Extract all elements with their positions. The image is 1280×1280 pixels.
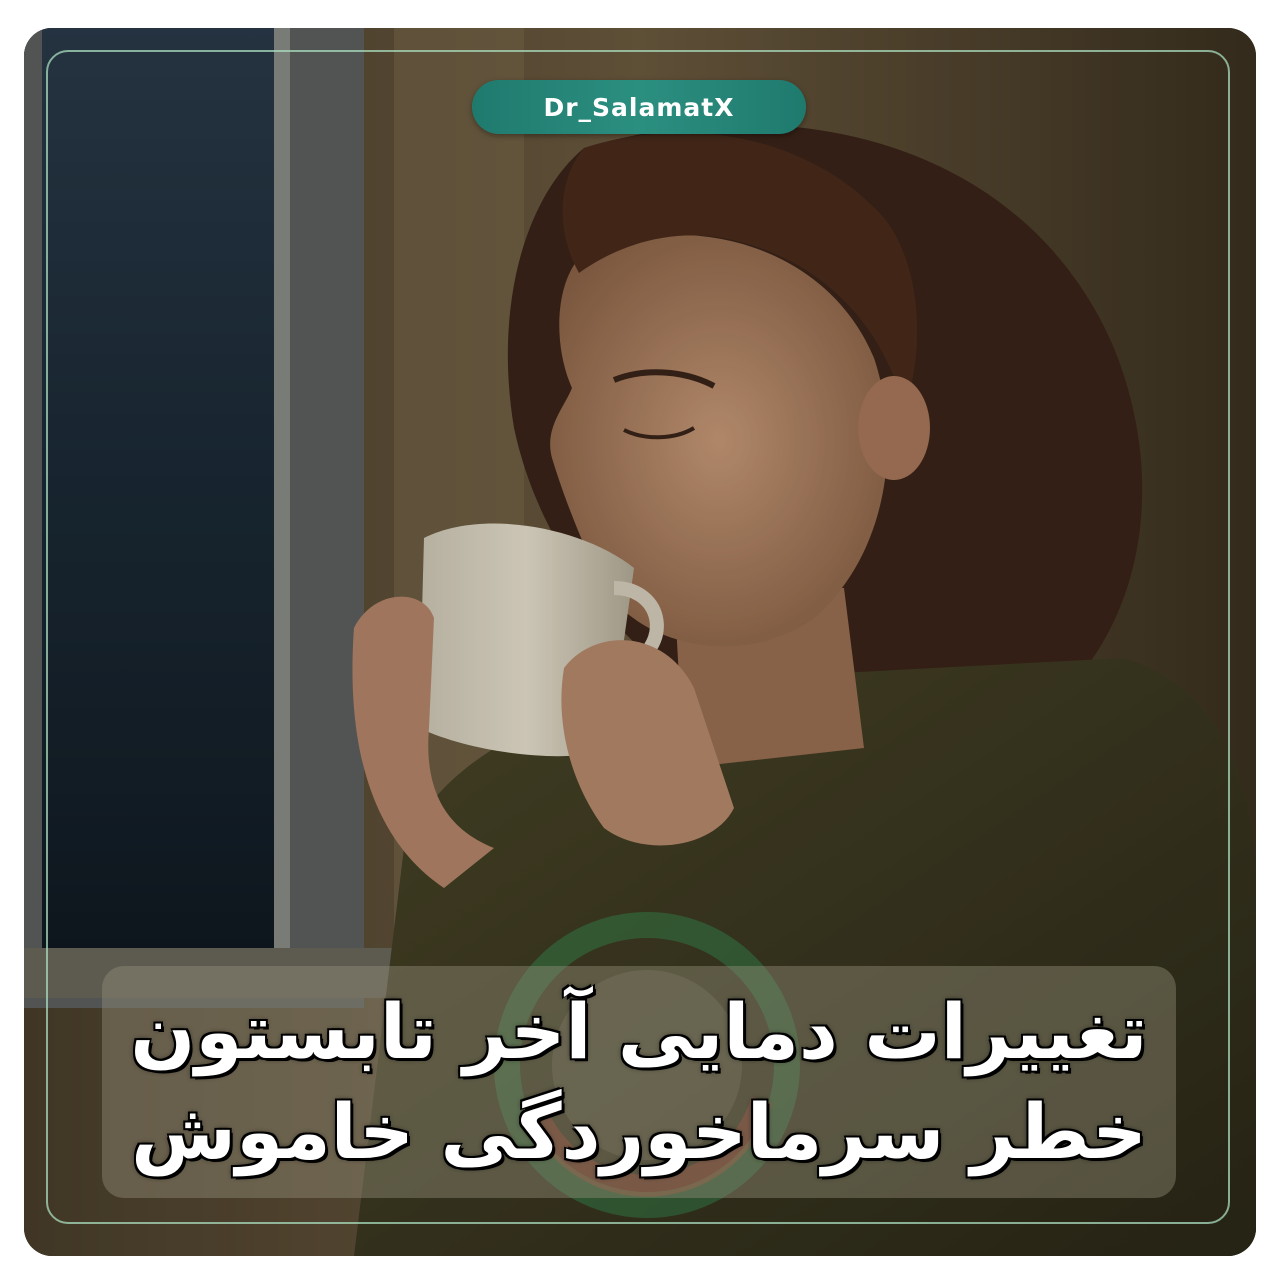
headline-line-1: تغییرات دمایی آخر تابستون (130, 987, 1148, 1076)
headline-box (102, 966, 1176, 1198)
headline-line-2: خطر سرماخوردگی خاموش (131, 1087, 1147, 1176)
brand-handle: Dr_SalamatX (543, 92, 735, 122)
brand-badge (472, 80, 806, 134)
